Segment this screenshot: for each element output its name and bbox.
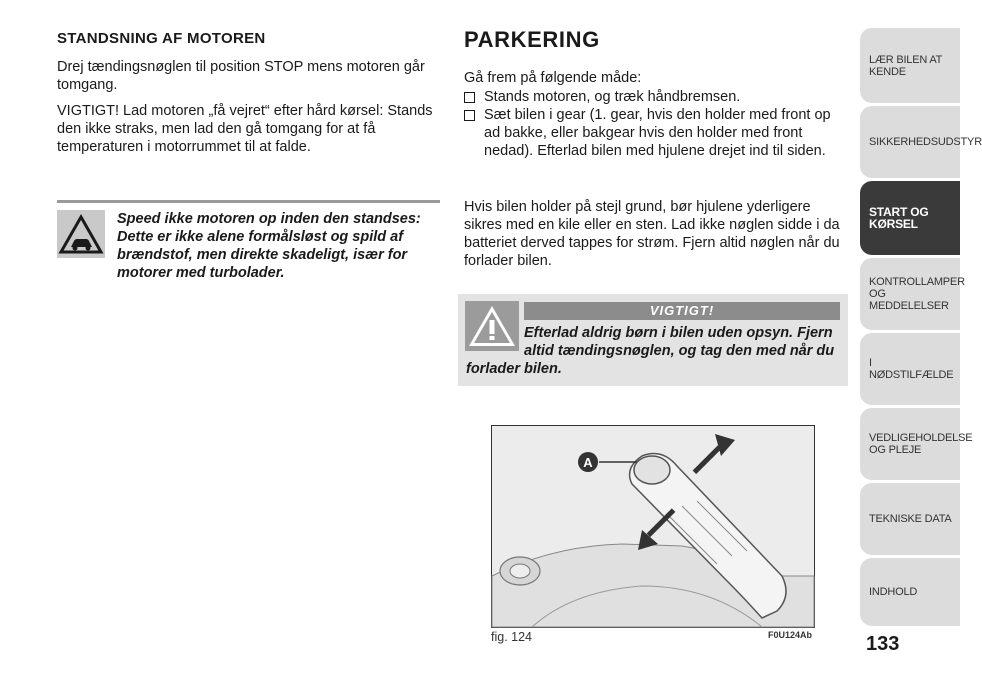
tab-tekniske-data[interactable] <box>860 483 960 555</box>
paragraph-steep-ground: Hvis bilen holder på stejl grund, bør hjulene yderligere sikres med en kile eller en sten. Lad ikke nøglen sidde i da batteriet derved tappes for strøm. Fjern altid nøglen når du forlader bilen. <box>464 199 840 269</box>
tab-label: START OG KØRSEL <box>869 205 929 231</box>
handbrake-illustration <box>491 425 815 628</box>
label-a: A <box>583 455 593 470</box>
section-heading-parking: PARKERING <box>464 27 600 52</box>
warning-box-children <box>458 294 848 386</box>
warning-text-turbo: Speed ikke motoren op inden den standses: Dette er ikke alene formålsløst og spild af brændstof, men direkte skadeligt, især for motorer med turbolader. <box>117 211 421 281</box>
parking-steps-list <box>464 88 849 160</box>
tab-label: LÆR BILEN AT KENDE <box>869 53 942 78</box>
figure-code: F0U124Ab <box>768 630 813 640</box>
tab-label: TEKNISKE DATA <box>869 513 952 525</box>
tab-label: SIKKERHEDSUDSTYR <box>869 136 982 148</box>
tab-label: VEDLIGEHOLDELSE OG PLEJE <box>869 432 973 456</box>
list-item <box>464 88 849 106</box>
warning-block-turbo <box>57 210 442 282</box>
list-item <box>464 106 849 160</box>
tab-label: INDHOLD <box>869 586 918 598</box>
section-divider <box>57 200 440 203</box>
tab-label: KONTROLLAMPER OG MEDDELELSER <box>869 276 965 312</box>
section-heading-stopping-engine: STANDSNING AF MOTOREN <box>57 30 266 47</box>
tab-indhold[interactable] <box>860 558 960 626</box>
warning-text-children: Efterlad aldrig børn i bilen uden opsyn. Fjern altid tændingsnøglen, og tag den med når du forlader bilen. <box>466 325 835 377</box>
tab-vedligeholdelse[interactable] <box>860 408 973 480</box>
checkbox-bullet-icon <box>464 110 475 121</box>
tab-nodstilfaelde[interactable] <box>860 333 960 405</box>
warning-title-bar: VIGTIGT! <box>524 302 840 320</box>
checkbox-bullet-icon <box>464 92 475 103</box>
paragraph-stop-engine: Drej tændingsnøglen til position STOP mens motoren går tomgang. <box>57 59 425 93</box>
tab-laer-bilen[interactable] <box>860 28 960 103</box>
list-item-text: Sæt bilen i gear (1. gear, hvis den holder med front op ad bakke, eller bakgear hvis den holder med front nedad). Efterlad bilen med hjulene drejet ind til siden. <box>484 107 831 159</box>
tab-sikkerhedsudstyr[interactable] <box>860 106 982 178</box>
tab-kontrollamper[interactable] <box>860 258 965 330</box>
paragraph-parking-intro: Gå frem på følgende måde: <box>464 70 642 86</box>
page-number: 133 <box>866 633 900 655</box>
list-item-text: Stands motoren, og træk håndbremsen. <box>484 89 741 105</box>
paragraph-important-cooldown: VIGTIGT! Lad motoren „få vejret“ efter hård kørsel: Stands den ikke straks, men lad den gå tomgang for at få temperaturen i motorrummet til at falde. <box>57 103 433 155</box>
tab-label: I NØDSTILFÆLDE <box>869 357 954 381</box>
figure-caption: fig. 124 <box>491 630 533 644</box>
car-warning-icon <box>57 210 105 258</box>
tab-start-og-korsel[interactable] <box>860 181 960 255</box>
